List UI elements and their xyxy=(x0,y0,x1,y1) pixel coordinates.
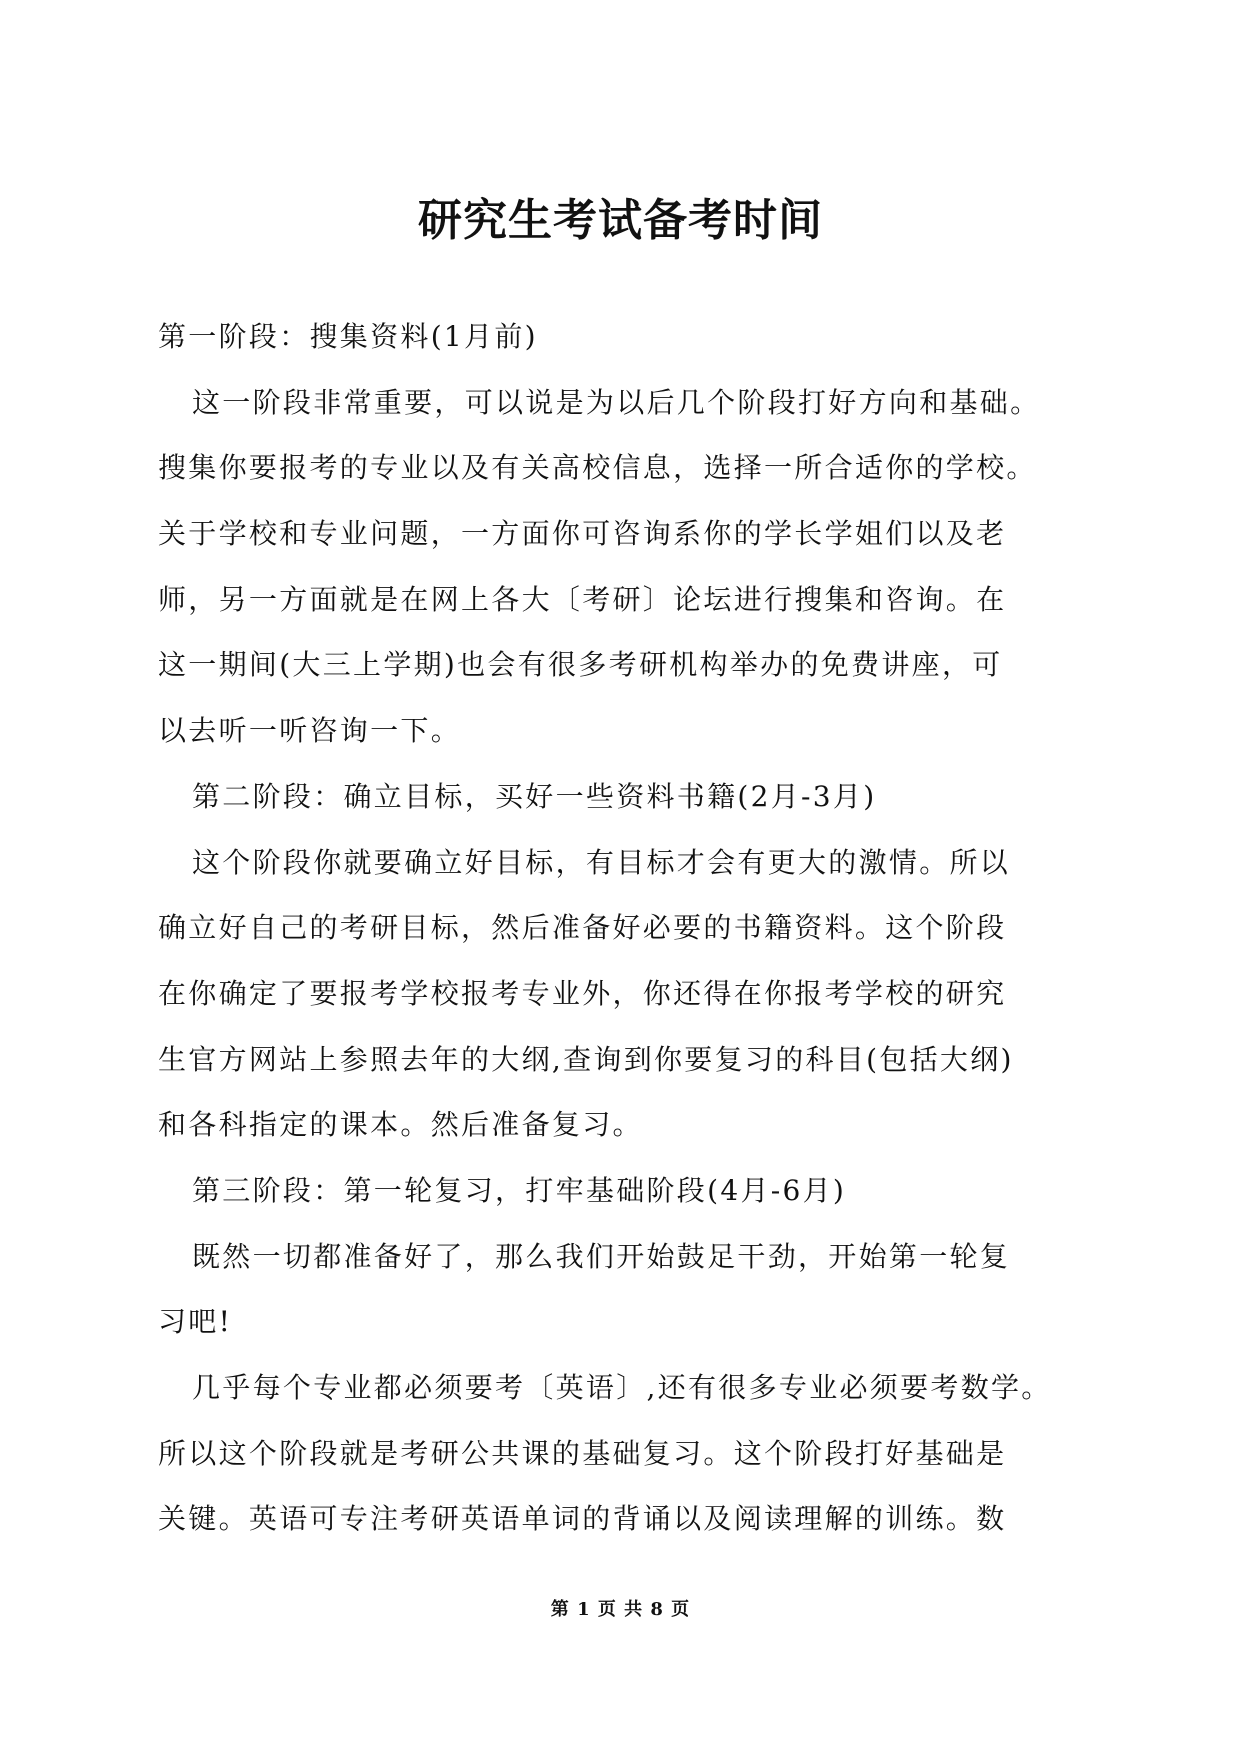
text-line: 搜集你要报考的专业以及有关高校信息，选择一所合适你的学校。 xyxy=(158,451,1037,485)
text-line: 师，另一方面就是在网上各大〔考研〕论坛进行搜集和咨询。在 xyxy=(158,582,1007,616)
document-title: 研究生考试备考时间 xyxy=(418,195,823,246)
text-line: 习吧! xyxy=(158,1305,233,1339)
text-line: 这个阶段你就要确立好目标，有目标才会有更大的激情。所以 xyxy=(192,845,1011,879)
text-line: 确立好自己的考研目标，然后准备好必要的书籍资料。这个阶段 xyxy=(158,911,1007,945)
text-line: 第一阶段：搜集资料(1月前) xyxy=(158,320,538,353)
text-line: 关于学校和专业问题，一方面你可咨询系你的学长学姐们以及老 xyxy=(158,517,1007,551)
text-line: 既然一切都准备好了，那么我们开始鼓足干劲，开始第一轮复 xyxy=(192,1239,1011,1273)
text-line: 这一期间(大三上学期)也会有很多考研机构举办的免费讲座，可 xyxy=(158,648,1003,682)
text-line: 这一阶段非常重要，可以说是为以后几个阶段打好方向和基础。 xyxy=(192,385,1041,419)
text-line: 第三阶段：第一轮复习，打牢基础阶段(4月-6月) xyxy=(192,1173,847,1207)
text-line: 关键。英语可专注考研英语单词的背诵以及阅读理解的训练。数 xyxy=(158,1502,1007,1536)
text-line: 所以这个阶段就是考研公共课的基础复习。这个阶段打好基础是 xyxy=(158,1436,1007,1470)
text-line: 和各科指定的课本。然后准备复习。 xyxy=(158,1108,643,1142)
document-body xyxy=(158,318,1118,1566)
text-line: 生官方网站上参照去年的大纲,查询到你要复习的科目(包括大纲) xyxy=(158,1042,1014,1076)
text-line: 以去听一听咨询一下。 xyxy=(158,714,462,748)
text-line: 几乎每个专业都必须要考〔英语〕,还有很多专业必须要考数学。 xyxy=(192,1371,1052,1404)
text-line: 第二阶段：确立目标，买好一些资料书籍(2月-3月) xyxy=(192,779,877,813)
text-line: 在你确定了要报考学校报考专业外，你还得在你报考学校的研究 xyxy=(158,976,1007,1010)
page-footer: 第 1 页 共 8 页 xyxy=(550,1599,691,1620)
